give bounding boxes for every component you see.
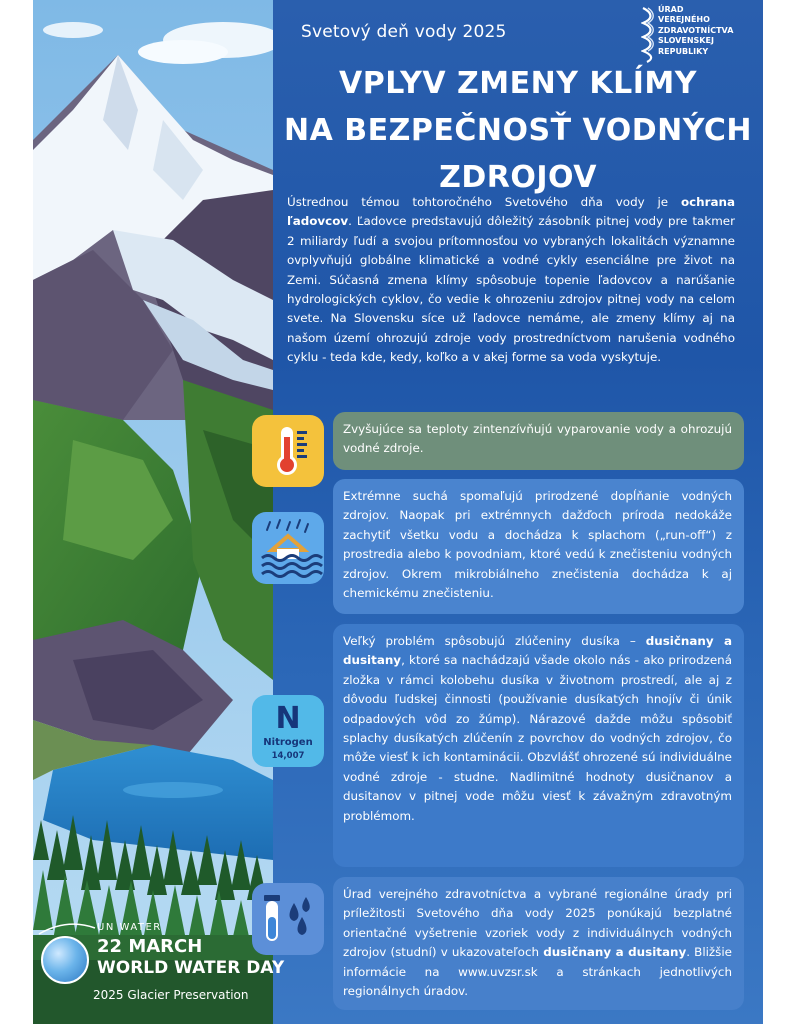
nitrogen-text: Veľký problém spôsobujú zlúčeniny dusíka – xyxy=(343,634,646,648)
logo-line: ÚRAD xyxy=(658,5,684,14)
mountain-illustration xyxy=(33,0,273,1024)
page-title xyxy=(273,60,763,201)
event-tag: Svetový deň vody 2025 xyxy=(301,22,507,42)
un-water-label: UN WATER xyxy=(97,922,162,933)
element-name: Nitrogen xyxy=(263,737,313,748)
world-water-day-badge xyxy=(37,922,285,1012)
logo-line: SLOVENSKEJ xyxy=(658,36,714,46)
nitrogen-element-icon xyxy=(252,695,324,767)
title-line-3: ZDROJOV xyxy=(439,160,597,195)
testing-offer-card xyxy=(333,877,744,1010)
nitrogen-card xyxy=(333,624,744,867)
drought-card xyxy=(333,479,744,614)
title-line-2: NA BEZPEČNOSŤ VODNÝCH xyxy=(284,113,752,148)
temperature-text: Zvyšujúce sa teploty zintenzívňujú vyparovanie vody a ohrozujú vodné zdroje. xyxy=(343,422,732,456)
temperature-card xyxy=(333,412,744,470)
intro-text: Ústrednou témou tohtoročného Svetového dňa vody je xyxy=(287,195,681,209)
testing-text: . Bližšie informácie na www.uvzsr.sk a stránkach jednotlivých regionálnych úradov. xyxy=(343,945,732,999)
logo-line: ZDRAVOTNÍCTVA xyxy=(658,25,734,35)
intro-text: . Ľadovce predstavujú dôležitý zásobník pitnej vody pre takmer 2 miliardy ľudí a svojou prítomnosťou vo vybraných lokalitách významne ovplyvňujú globálne klimatické a vodné cykly esenciálne pre život na Zemi. Súčasná zmena klímy spôsobuje topenie ľadovcov a narúšanie hydrologických cyklov, čo vedie k ohrozeniu zdrojov pitnej vody na celom svete. Na Slovensku síce už ľadovce nemáme, ale zmeny klímy aj na našom území ohrozujú zdroje vody prostredníctvom narušenia vodného cyklu - teda kde, kedy, koľko a v akej forme sa voda vyskytuje. xyxy=(287,214,735,365)
logo-line: VEREJNÉHO xyxy=(658,15,710,25)
testing-text: Úrad verejného zdravotníctva a vybrané regionálne úrady pri príležitosti Svetového dňa vody 2025 ponúkajú bezplatné orientačné vyšetrenie vzoriek vody z individuálnych vodných zdrojov (studní) v ukazovateľoch xyxy=(343,887,732,960)
drought-text: Extrémne suchá spomaľujú prirodzené dopĺňanie vodných zdrojov. Naopak pri extrémnych dažďoch príroda nedokáže zachytiť všetku vodu a dochádza k splachom („run-off“) z prostredia alebo k povodniam, ktoré vedú k znečisteniu vodných zdrojov. Okrem mikrobiálneho znečistenia dochádza k aj chemickému znečisteniu. xyxy=(343,489,732,601)
nitrogen-highlight: dusičnany a dusitany xyxy=(343,634,732,668)
un-water-swoosh-icon xyxy=(37,922,97,936)
testing-highlight: dusičnany a dusitany xyxy=(543,945,687,960)
intro-highlight: ochrana ľadovcov xyxy=(287,195,735,229)
nitrogen-text: , ktoré sa nachádzajú všade okolo nás - ako prirodzená zložka v rámci kolobehu dusíka v životnom prostredí, ale aj z dôvodu ľudskej činnosti (používanie dusíkatých hnojív či únik odpadových vôd zo žúmp). Nárazové dažde môžu spôsobiť splachy dusíkatých zlúčenín z povrchov do vodných zdrojov, čo môže viesť k ich kontaminácii. Obzvlášť ohrozené sú individuálne vodné zdroje - studne. Nadlimitné hodnoty dusičnanov a dusitanov v pitnej vode môžu viesť k závažným zdravotným problémom. xyxy=(343,653,732,823)
title-line-1: VPLYV ZMENY KLÍMY xyxy=(338,66,697,101)
element-symbol: N xyxy=(275,701,301,736)
logo-text xyxy=(658,5,733,57)
rain-flood-icon xyxy=(252,512,324,584)
wwd-date: 22 MARCH xyxy=(97,936,203,957)
intro-paragraph xyxy=(287,193,735,368)
globe-icon xyxy=(41,936,89,984)
logo-icon xyxy=(641,5,655,63)
uvz-logo xyxy=(641,2,761,66)
element-mass: 14,007 xyxy=(271,751,305,761)
logo-line: REPUBLIKY xyxy=(658,46,709,56)
thermometer-icon xyxy=(252,415,324,487)
wwd-name: WORLD WATER DAY xyxy=(97,958,285,978)
wwd-subtitle: 2025 Glacier Preservation xyxy=(93,988,249,1002)
poster xyxy=(33,0,763,1024)
